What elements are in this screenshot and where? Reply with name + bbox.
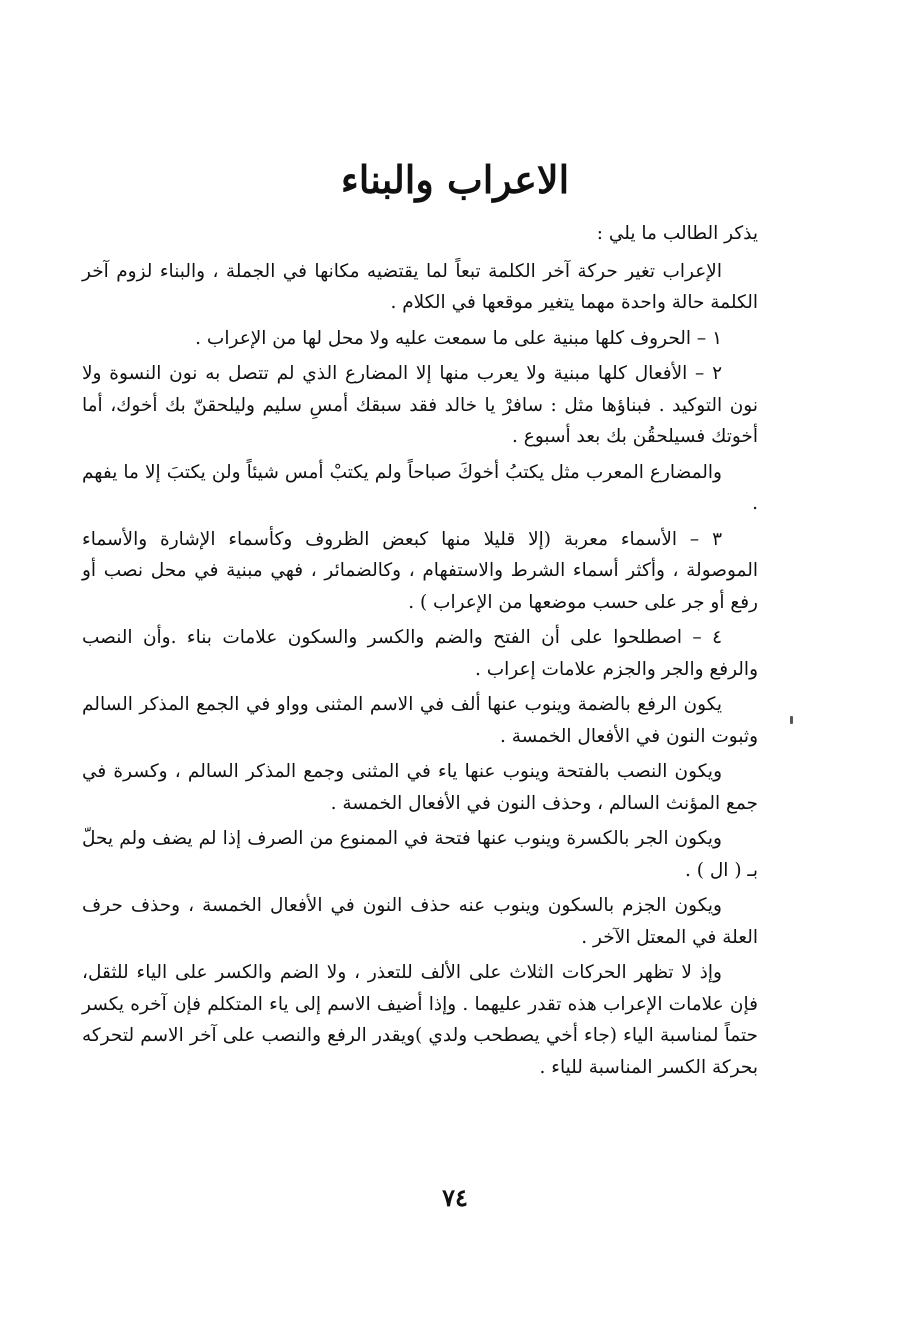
margin-mark (790, 716, 793, 724)
paragraph: يكون الرفع بالضمة وينوب عنها ألف في الاسم المثنى وواو في الجمع المذكر السالم وثبوت النون في الأفعال الخمسة . (82, 694, 758, 747)
paragraph: ٣ – الأسماء معربة (إلا قليلا منها كبعض الظروف وكأسماء الإشارة والأسماء الموصولة ، وأكثر أسماء الشرط والاستفهام ، وكالضمائر ، فهي مبنية في محل نصب أو رفع أو جر على حسب موضعها من الإعراب ) . (82, 528, 758, 613)
paragraph: الإعراب تغير حركة آخر الكلمة تبعاً لما يقتضيه مكانها في الجملة ، والبناء لزوم آخر الكلمة حالة واحدة مهما يتغير موقعها في الكلام . (82, 260, 758, 313)
paragraph: ٢ – الأفعال كلها مبنية ولا يعرب منها إلا المضارع الذي لم تتصل به نون النسوة ولا نون التوكيد . فبناؤها مثل : سافرْ يا خالد فقد سبقك أمسِ سليم وليلحقنّ بك أخوك، أما أخوتك فسيلحقُن بك بعد أسبوع . (82, 363, 758, 447)
paragraph: وإذ لا تظهر الحركات الثلاث على الألف للتعذر ، ولا الضم والكسر على الياء للثقل، فإن علامات الإعراب هذه تقدر عليهما . وإذا أضيف الاسم إلى ياء المتكلم فإن آخره يكسر حتماً لمناسبة الياء (جاء أخي يصطحب ولدي )ويقدر الرفع والنصب على آخر الاسم لتحركه بحركة الكسر المناسبة للياء . (82, 962, 758, 1078)
paragraph: ويكون الجزم بالسكون وينوب عنه حذف النون في الأفعال الخمسة ، وحذف حرف العلة في المعتل الآخر . (82, 895, 758, 948)
paragraph: ويكون الجر بالكسرة وينوب عنها فتحة في الممنوع من الصرف إذا لم يضف ولم يحلّ بـ ( ال ) . (82, 828, 758, 881)
page-title: الاعراب والبناء (340, 157, 570, 202)
paragraph: ويكون النصب بالفتحة وينوب عنها ياء في المثنى وجمع المذكر السالم ، وكسرة في جمع المؤنث السالم ، وحذف النون في الأفعال الخمسة . (82, 761, 758, 814)
page-number: ٧٤ (442, 1183, 468, 1212)
paragraph: ١ – الحروف كلها مبنية على ما سمعت عليه ولا محل لها من الإعراب . (195, 327, 722, 349)
body-text (82, 218, 758, 1087)
paragraph: والمضارع المعرب مثل يكتبُ أخوكَ صباحاً ولم يكتبْ أمس شيئاً ولن يكتبَ إلا ما يفهم . (82, 461, 758, 514)
intro-line: يذكر الطالب ما يلي : (596, 223, 758, 244)
paragraph: ٤ – اصطلحوا على أن الفتح والضم والكسر والسكون علامات بناء .وأن النصب والرفع والجر والجزم علامات إعراب . (82, 627, 758, 680)
